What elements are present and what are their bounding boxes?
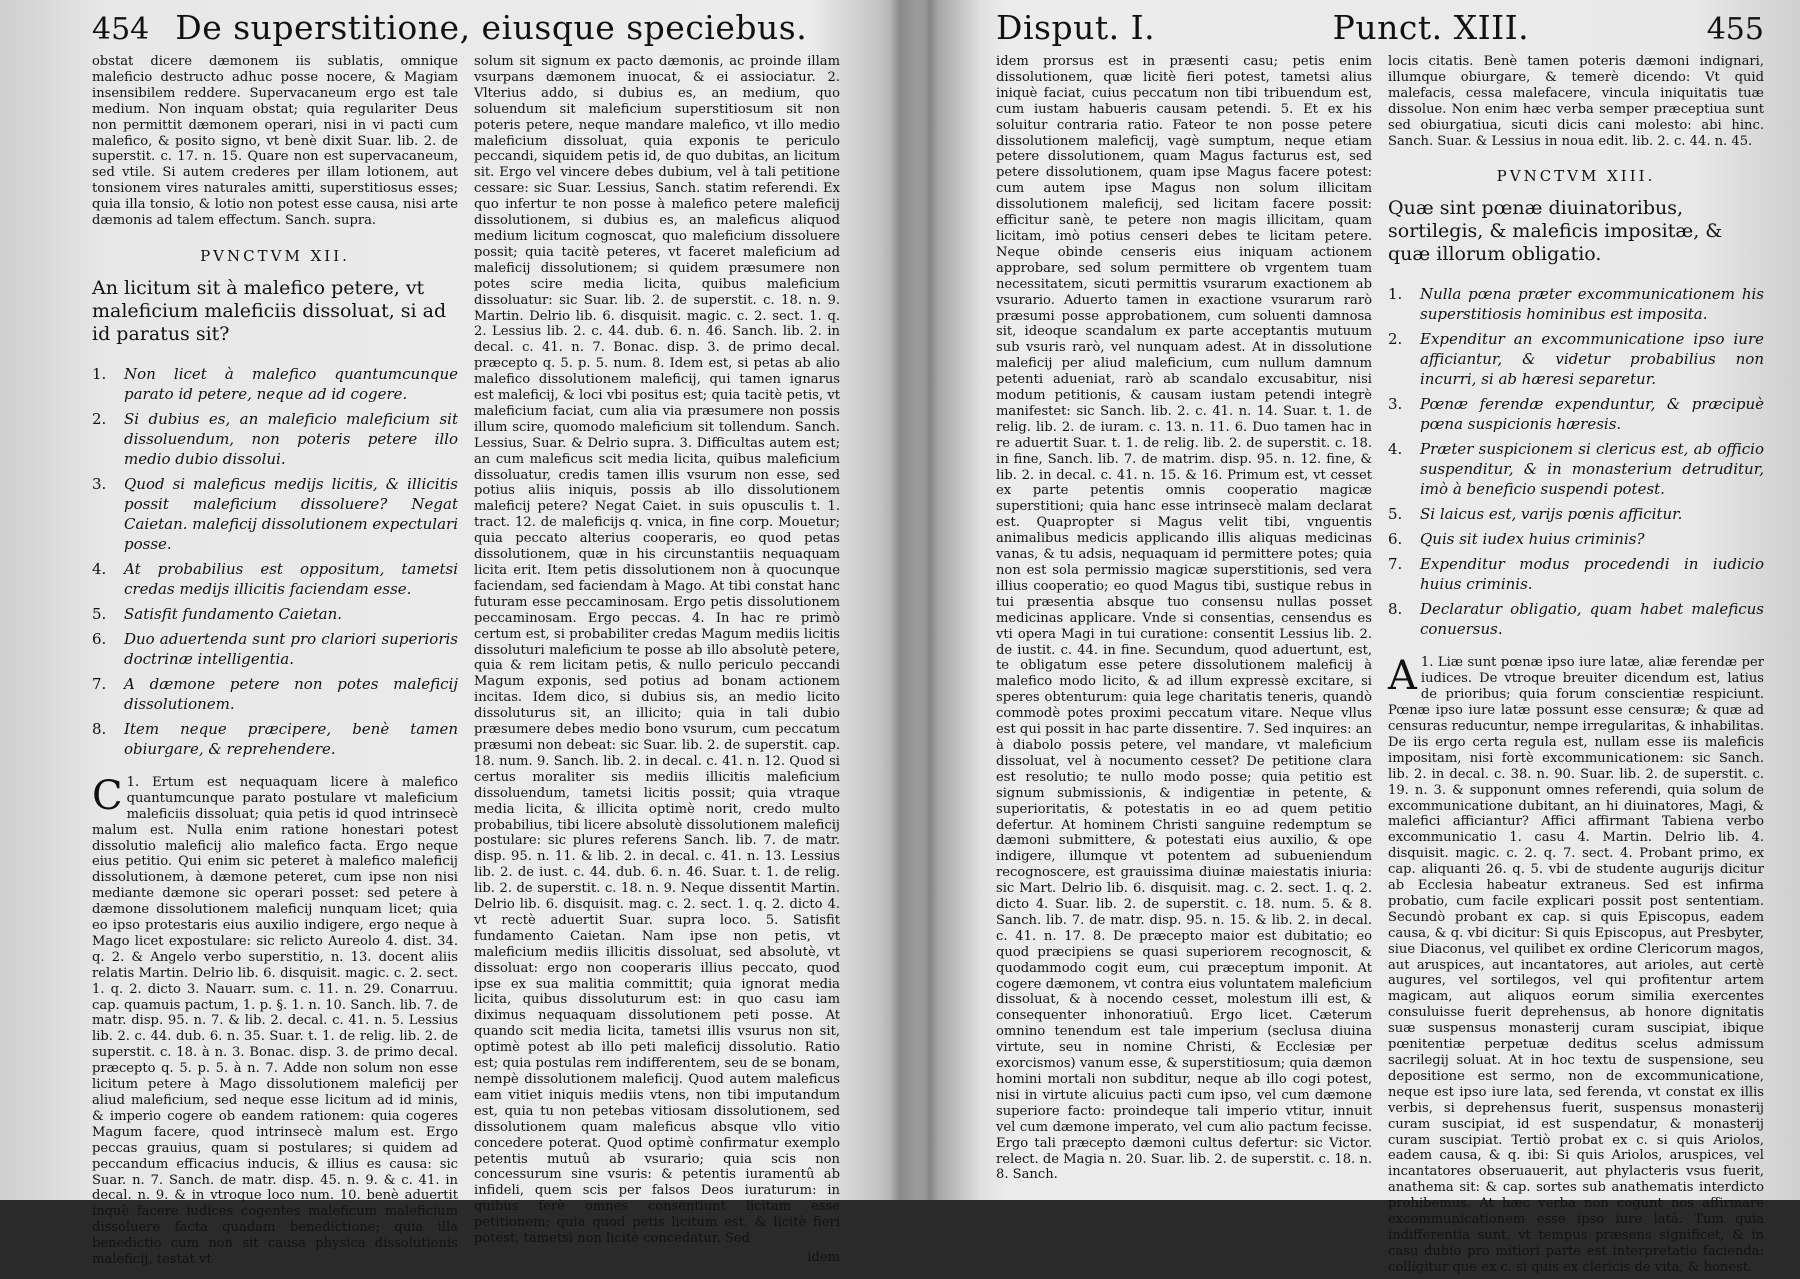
summary-item: 6. Duo aduertenda sunt pro clariori superioris doctrinæ intelligentia. bbox=[92, 629, 458, 668]
right-col2-body: A 1. Liæ sunt pœnæ ipso iure latæ, aliæ ferendæ per iudices. De vtroque breuiter dicendum est, latius de prioribus; quia forum conscientiæ respiciunt. Pœnæ ipso iure latæ possunt esse censuræ; & quæ ad censuras reducuntur, nempe irregularitas, & inhabilitas. De iis ergo certa regula est, nullam esse iis maleficis impositam, nisi fortè excommunicationem: sic Sanch. lib. 2. in decal. c. 38. n. 90. Suar. lib. 2. de superstit. c. 19. n. 3. & supponunt omnes referendi, quia solum de excommunicatione dubitant, an hi diuinatores, Magi, & malefici afficiantur? Affici affirmant Tabiena verbo excommunicatio 1. casu 4. Martin. Delrio lib. 4. disquisit. magic. c. 2. q. 7. sect. 4. Probant primo, ex cap. aliquanti 26. q. 5. vbi de studente augurijs dicitur ab Ecclesia habeatur extraneus. Sed est infirma probatio, cum facile explicari possit post sententiam. Secundò probant ex cap. si quis Episcopus, eadem causa, & q. vbi dicitur: Si quis Episcopus, aut Presbyter, siue Diaconus, vel quilibet ex ordine Clericorum magos, aut aruspices, aut incantatores, aut arioles, aut certè augures, vel sortilegos, vel qui profitentur artem magicam, aut aliquos eorum similia exercentes consuluisse fuerit deprehensus, ab honore dignitatis suæ suspensus monasterij curam suscipiat, ibique pœnitentiæ perpetuæ deditus scelus admissum sacrilegij soluat. At in hoc textu de suspensione, seu depositione est sermo, non de excommunicatione, neque est ipso iure lata, sed ferenda, vt constat ex illis verbis, si deprehensus fuerit, suspensus monasterij curam suscipiat, id est suspendatur, & monasterij curam suscipiat. Tertiò probat ex c. si quis Ariolos, eadem causa, & q. ibi: Si quis Ariolos, aruspices, vel incantatores obseruauerit, aut phylacteris vsus fuerit, anathema sit: & cap. sortes sub anathematis interdicto prohibemus. At hæc verba non cogunt nos affirmare excommunicationem esse ipso iure latâ. Tum quia indifferentia sunt, vt tempus præsens significet, & in casu dubio pro mitiori parte est interpretatio facienda: colligitur que ex c. si quis ex clericis de vita, & honest. bbox=[1388, 653, 1764, 1275]
drop-cap-a: A bbox=[1388, 653, 1417, 700]
summary-item: 2. Expenditur an excommunicatione ipso iure afficiantur, & videtur probabilius non incurri, si ab hæresi separetur. bbox=[1388, 330, 1764, 389]
left-col1-top-text: obstat dicere dæmonem iis sublatis, omnique maleficio destructo adhuc posse nocere, & Magiam insensibilem reddere. Supervacaneum ergo est tale medium. Non inquam obstat; quia regulariter Deus non permittit dæmonem operari, nisi in vi pacti cum malefico, & posito signo, vt benè dixit Suar. lib. 2. de superstit. c. 17. n. 15. Quare non est supervacaneum, sed vtile. Si autem crederes per illam lotionem, aut tonsionem vires naturales amitti, superstitiosus esses; quia illa tonsio, & lotio non potest esse causa, nisi arte dæmonis ad talem effectum. Sanch. supra. bbox=[92, 54, 458, 229]
right-running-mid: Punct. XIII. bbox=[1332, 8, 1530, 47]
left-col2-body: solum sit signum ex pacto dæmonis, ac proinde illam vsurpans dæmonem inuocat, & ei assiociatur. 2. Vlterius addo, si dubius es, an medium, quo soluendum sit maleficium superstitiosum sit non poteris petere, neque mandare malefico, vt illo medio maleficium dissoluat, quia exponis te periculo peccandi, siquidem petis id, de quo dubitas, an licitum sit. Ergo vel vincere debes dubium, vel à tali petitione cessare: sic Suar. Lessius, Sanch. statim referendi. Ex quo infertur te non posse à malefico petere maleficij dissolutionem, si dubius es, an maleficus aliquod medium licitum cognoscat, quo maleficium dissoluere possit; quia tacitè peteres, vt faceret maleficium ad maleficij dissolutionem; si quidem præsumere non potes scire media licita, quibus maleficium dissoluatur: sic Suar. lib. 2. de superstit. c. 18. n. 9. Martin. Delrio lib. 6. disquisit. magic. c. 2. sect. 1. q. 2. Lessius lib. 2. c. 44. dub. 6. n. 46. Sanch. lib. 2. in decal. c. 41. n. 7. Bonac. disp. 3. de primo decal. præcepto q. 5. p. 5. num. 8. Idem est, si petas ab alio malefico dissolutionem maleficij, qui tamen ignarus est maleficij, & loci vbi positus est; quia tacitè petis, vt maleficium faciat, cum alia via præsumere non possis illum scire, quomodo maleficium sit tollendum. Sanch. Lessius, Suar. & Delrio supra. 3. Difficultas autem est; an cum maleficus scit media licita, quibus maleficium dissoluatur, credis tamen illis vsurum non esse, sed potius aliis iniquis, possis ab illo dissolutionem maleficij petere? Negat Caiet. in suis opusculis t. 1. tract. 12. de maleficijs q. vnica, in fine corp. Mouetur; quia peccato alterius cooperaris, eo quod petas dissolutionem, quæ in his circunstantiis nequaquam licita erit. Item petis dissolutionem non à quocunque faciendam, sed faciendam à Mago. At tibi constat hanc futuram esse peccaminosam. Ergo petis dissolutionem peccaminosam. Ergo peccas. 4. In hac re primò certum est, si probabiliter credas Magum mediis licitis dissoluturi maleficium te posse ab illo absolutè petere, quia & rem licitam petis, & nullo periculo peccandi Magum exponis, sed potius ad bonam actionem incitas. Idem dico, si dubius sis, an medio licito dissoluturus sit, an illicito; quia in tali dubio præsumere debes medio bono vsurum, cum peccatum præsumi non debeat: sic Suar. lib. 2. de superstit. cap. 18. num. 9. Sanch. lib. 2. in decal. c. 41. n. 12. Quod si certus moraliter sis mediis illicitis maleficium dissoluendum, tametsi licitis possit; quia vtraque media licita, & illicita optimè norit, credo multo probabilius, tibi licere absolutè dissolutionem maleficij postulare: sic plures referens Sanch. lib. 7. de matr. disp. 95. n. 11. & lib. 2. in decal. c. 41. n. 13. Lessius lib. 2. de iust. c. 44. dub. 6. n. 46. Suar. t. 1. de relig. lib. 2. de superstit. c. 18. n. 9. Neque dissentit Martin. Delrio lib. 6. disquisit. mag. c. 2. sect. 1. q. 2. dicto 4. vt rectè aduertit Suar. supra loco. 5. Satisfit fundamento Caietan. Nam ipse non petis, vt maleficium mediis illicitis dissoluat, sed absolutè, vt dissoluat: ergo non cooperaris illius peccato, quod ipse ex sua malitia committit; quia ignorat media licita, quibus dissoluturum est: in quo casu iam diximus nequaquam dissolutionem peti posse. At quando scit media licita, tametsi illis vsurus non sit, optimè potest ab illo peti maleficij dissolutio. Ratio est; quia postulas rem indifferentem, seu de se bonam, nempè dissolutionem maleficij. Quod autem maleficus eam vitiet iniquis mediis vtens, non tibi imputandum est, quia tu non petebas vitiosam dissolutionem, sed dissolutionem quam maleficus absque vllo vitio concedere poterat. Quod optimè confirmatur exemplo petentis mutuû ab vsurario; quia scis non concessurum sine vsuris: & petentis iuramentû ab infideli, quem scis per falsos Deos iuraturum: in quibus ferè omnes consentiunt licitam esse petitionem; quia quod petis licitum est, & licitè fieri potest, tametsi non licitè concedatur. Sed bbox=[474, 54, 840, 1247]
left-folio: 454 bbox=[92, 12, 150, 47]
summary-item: 8. Declaratur obligatio, quam habet maleficus conuersus. bbox=[1388, 600, 1764, 639]
summary-item: 3. Pœnæ ferendæ expenduntur, & præcipuè pœna suspicionis hæresis. bbox=[1388, 395, 1764, 434]
punctum-xiii-label: PVNCTVM XIII. bbox=[1496, 167, 1656, 186]
drop-cap-c: C bbox=[92, 772, 123, 819]
right-column-1 bbox=[996, 54, 1372, 1279]
right-column-2 bbox=[1388, 54, 1764, 1279]
summary-item: 7. Expenditur modus procedendi in iudicio huius criminis. bbox=[1388, 555, 1764, 594]
left-page bbox=[0, 0, 900, 1268]
right-page bbox=[960, 0, 1800, 1275]
summary-item: 5. Satisfit fundamento Caietan. bbox=[92, 604, 343, 623]
punctum-xii-question: An licitum sit à malefico petere, vt maleficium maleficiis dissoluat, si ad id paratus sit? bbox=[92, 276, 447, 345]
punctum-xiii-summary bbox=[1388, 284, 1764, 639]
summary-item: 3. Quod si maleficus medijs licitis, & illicitis possit maleficium dissoluere? Negat Caietan. maleficij dissolutionem expectulari posse. bbox=[92, 474, 459, 553]
left-running-title: De superstitione, eiusque speciebus. bbox=[175, 8, 808, 47]
summary-item: 1. Nulla pœna præter excommunicationem his superstitiosis hominibus est imposita. bbox=[1388, 285, 1764, 324]
right-running-head bbox=[996, 8, 1764, 54]
left-column-1 bbox=[92, 54, 458, 1271]
left-column-2 bbox=[474, 54, 840, 1271]
left-columns bbox=[92, 54, 840, 1271]
summary-item: 8. Item neque præcipere, benè tamen obiurgare, & reprehendere. bbox=[92, 719, 458, 758]
summary-item: 5. Si laicus est, varijs pœnis afficitur. bbox=[1388, 505, 1683, 524]
left-running-head bbox=[92, 8, 840, 54]
right-running-left: Disput. I. bbox=[996, 8, 1156, 47]
summary-item: 4. At probabilius est oppositum, tametsi credas medijs illicitis faciendam esse. bbox=[92, 559, 458, 598]
summary-item: 2. Si dubius es, an maleficio maleficium sit dissoluendum, non poteris petere illo medio dubio dissolui. bbox=[92, 409, 458, 468]
right-col1-body: idem prorsus est in præsenti casu; petis enim dissolutionem, quæ licitè fieri potest, tametsi alius iniquè faciat, cuius peccatum non tibi tribuendum est, cum iustam habueris causam petendi. 5. Et ex his soluitur contraria ratio. Fateor te non posse petere dissolutionem maleficij, vagè sumptum, neque etiam petere dissolutionem, quam Magus facturus est, sed petere dissolutionem, quam ipse Magus facere potest: cum autem ipse Magus non solum illicitam dissolutionem maleficij, sed licitam facere possit: efficitur sanè, te petere non magis illicitam, quam licitam, imò potius censeri debes te licitam petere. Neque obinde censeris eius iniquam actionem approbare, sed solum permittere ob vrgentem tuam necessitatem, sicuti permittis vsurarum exactionem ab vsurario. Aduerto tamen in exactione vsurarum rarò præsumi posse approbationem, cum soluenti damnosa sit, ideoque scandalum ex parte acceptantis mutuum sub vsuris rarò, vel nunquam adest. At in dissolutione maleficij per aliud maleficium, cum nullum damnum petenti adueniat, rarò ab scandalo excusabitur, nisi modum petitionis, & causam iustam petendi integrè manifestet: sic Sanch. lib. 2. c. 41. n. 14. Suar. t. 1. de relig. lib. 2. de iuram. c. 13. n. 11. 6. Duo tamen hac in re aduertit Suar. t. 1. de relig. lib. 2. de superstit. c. 18. in fine, Sanch. lib. 7. de matrim. disp. 95. n. 12. fine, & lib. 2. in decal. c. 41. n. 15. & 16. Primum est, vt cesset ex parte petentis omnis cooperatio magicæ superstitioni; quia hanc esse intrinsecè malam declarat est. Quapropter si Magus velit tibi, vnguentis animalibus medicis applicando illis aliquas medicinas vanas, & tu adsis, nequaquam id permittere potes; quia non est sola permissio magicæ superstitionis, sed vera illius cooperatio; eo quod Magus tibi, sustique rebus in tui præsentia absque tuo consensu nullas posset medicinas applicare. Vnde si consentias, censendus es vti opera Magi in tui curatione: consentit Lessius lib. 2. de iustit. c. 44. in fine. Secundum, quod aduertunt, est, te obligatum esse petere dissolutionem maleficij à malefico modo licito, & ad illum expressè excitare, si speres obtenturum: quia lege charitatis teneris, quandò commodè potes proximi peccatum vitare. Neque vllus est qui possit in hac parte dissentire. 7. Sed inquires: an à diabolo possis petere, vel mandare, vt maleficium dissoluat, vel à nocumento cesset? De petitione clara est resolutio; te nullo modo posse; quia petitio est signum submissionis, & indigentiæ in petente, & superioritatis, & potestatis in eo ad quem petitio defertur. At hominem Christi sanguine redemptum se dæmoni submittere, & potestati eius auxilio, & ope indigere, illumque vt potentem ad subueniendum recognoscere, est grauissima diuinæ maiestatis iniuria: sic Mart. Delrio lib. 6. disquisit. mag. c. 2. sect. 1. q. 2. dicto 4. Suar. lib. 2. de superstit. c. 18. num. 5. & 8. Sanch. lib. 7. de matr. disp. 95. n. 15. & lib. 2. in decal. c. 41. n. 17. 8. De præcepto maior est dubitatio; eo quod præcipiens se quasi superiorem recognoscit, & quodammodo cogit eum, cui præceptum imponit. At cogere dæmonem, vt contra eius voluntatem maleficium dissoluat, & à nocendo cesset, molestum illi est, & consequenter inhonoratiuû. Ergo licet. Cæterum omnino tenendum est tale imperium (seclusa diuina virtute, seu in nomine Christi, & Ecclesiæ per exorcismos) vanum esse, & superstitiosum; quia dæmon homini mortali non subditur, neque ab illo cogi potest, nisi in virtute alicuius pacti cum ipso, vel cum dæmone superiore facto: proindeque tali imperio vtitur, innuit vel cum dæmone imperato, vel cum alio pactum fecisse. Ergo tali præcepto dæmoni cultus defertur: sic Victor. relect. de Magia n. 20. Suar. lib. 2. de superstit. c. 18. n. 8. Sanch. bbox=[996, 54, 1372, 1183]
right-columns bbox=[996, 54, 1764, 1279]
summary-item: 6. Quis sit iudex huius criminis? bbox=[1388, 530, 1645, 549]
right-col2-top-text: locis citatis. Benè tamen poteris dæmoni indignari, illumque obiurgare, & temerè dicendo: Vt quid malefacis, cessa malefacere, vincula iniquitatis tuæ dissolue. Non enim hæc verba semper præceptiua sunt sed obiurgatiua, sicuti dicis cani molesto: abi hinc. Sanch. Suar. & Lessius in noua edit. lib. 2. c. 44. n. 45. bbox=[1388, 54, 1764, 149]
left-catchword: idem bbox=[807, 1249, 840, 1265]
summary-item: 7. A dæmone petere non potes maleficij dissolutionem. bbox=[92, 674, 458, 713]
punctum-xii-label: PVNCTVM XII. bbox=[200, 246, 350, 265]
punctum-xii-summary bbox=[92, 364, 458, 759]
left-col1-body: C 1. Ertum est nequaquam licere à malefico quantumcunque parato postulare vt maleficium maleficiis dissoluat; quia petis id quod intrinsecè malum est. Nulla enim ratione honestari potest dissolutio maleficij alio malefico facta. Ergo neque eius petitio. Qui enim sic peteret à malefico maleficij dissolutionem, à dæmone peteret, cum ipse non nisi mediante dæmone sic operari posset: sed petere à dæmone dissolutionem maleficij nunquam licet; quia eo ipso protestaris eius auxilio indigere, ergo neque à Mago licet expostulare: sic relicto Aureolo 4. dist. 34. q. 2. & Angelo verbo superstitio, n. 13. docent aliis relatis Martin. Delrio lib. 6. disquisit. magic. c. 2. sect. 1. q. 2. dicto 3. Nauarr. sum. c. 11. n. 29. Conarruu. cap. quamuis pactum, 1. p. §. 1. n. 10. Sanch. lib. 7. de matr. disp. 95. n. 7. & lib. 2. decal. c. 41. n. 5. Lessius lib. 2. c. 44. dub. 6. n. 35. Suar. t. 1. de relig. lib. 2. de superstit. c. 18. à n. 3. Bonac. disp. 3. de primo decal. præcepto q. 5. p. 5. à n. 7. Adde non solum non esse licitum petere à Mago dissolutionem maleficij per aliud maleficium, sed neque esse licitum ad id minis, & imperio cogere ob eandem rationem: quia cogeres Magum facere, quod intrinsecè malum est. Ergo peccas grauius, quam si postulares; si quidem ad peccandum efficacius inducis, & illius es causa: sic Suar. n. 7. Sanch. de matr. disp. 45. n. 9. & c. 41. in decal. n. 9. & in vtroque loco num. 10. benè aduertit inquè facere iudices cogentes maleficum maleficium dissoluere facta quadam benedictione; quia illa benedictio cum non sit causa physica dissolutionis maleficij, testat vt bbox=[92, 772, 458, 1268]
summary-item: 1. Non licet à malefico quantumcunque parato id petere, neque ad id cogere. bbox=[92, 364, 458, 403]
punctum-xiii-question: Quæ sint pœnæ diuinatoribus, sortilegis, & maleficis impositæ, & quæ illorum obligatio. bbox=[1388, 197, 1723, 266]
right-folio: 455 bbox=[1706, 12, 1764, 47]
summary-item: 4. Præter suspicionem si clericus est, ab officio suspenditur, & in monasterium detruditur, imò à beneficio suspendi potest. bbox=[1388, 440, 1764, 499]
